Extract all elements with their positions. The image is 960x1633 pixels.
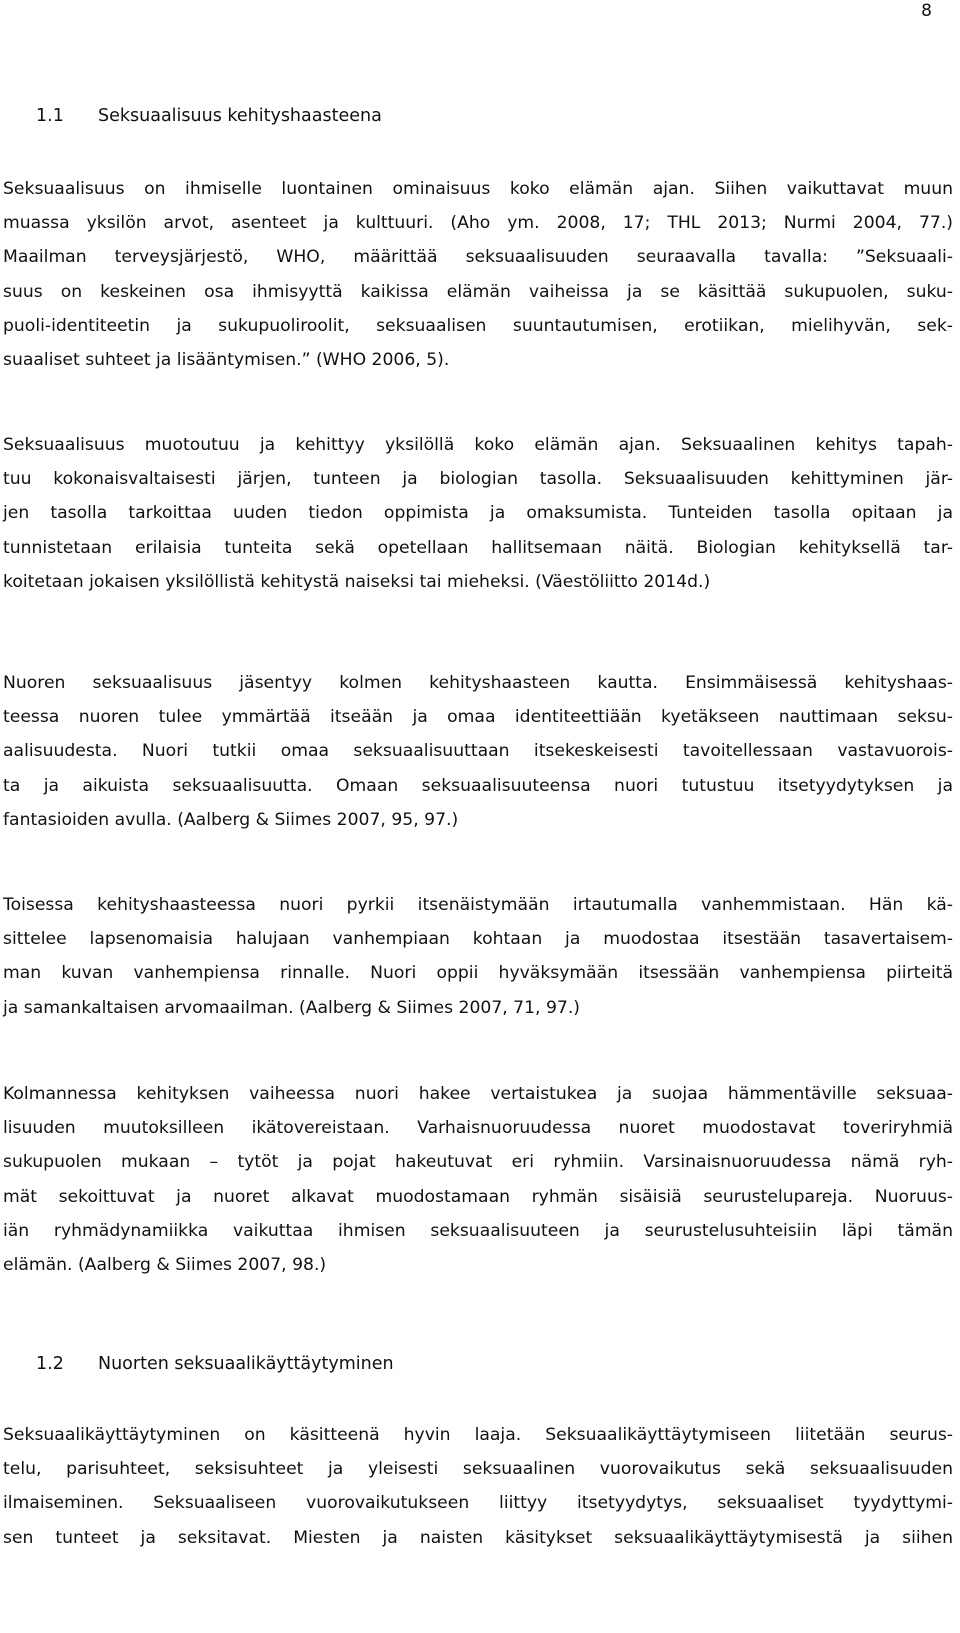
text-line: lisuuden muutoksilleen ikätovereistaan. Varhaisnuoruudessa nuoret muodostavat toveriryhmiä: [3, 1118, 953, 1139]
section-heading-1-1: [36, 104, 382, 128]
text-line: mät sekoittuvat ja nuoret alkavat muodostamaan ryhmän sisäisiä seurustelupareja. Nuoruus-: [3, 1186, 953, 1207]
section-number: 1.1: [36, 106, 64, 126]
text-line: suus on keskeinen osa ihmisyyttä kaikissa elämän vaiheissa ja se käsittää sukupuolen, suku-: [3, 281, 953, 302]
text-line: Seksuaalisuus on ihmiselle luontainen ominaisuus koko elämän ajan. Siihen vaikuttavat muun: [3, 179, 953, 199]
text-line: jen tasolla tarkoittaa uuden tiedon oppimista ja omaksumista. Tunteiden tasolla opitaan ja: [3, 503, 953, 524]
text-line: puoli-identiteetin ja sukupuoliroolit, seksuaalisen suuntautumisen, erotiikan, mielihyvän, sek-: [3, 315, 953, 336]
section-title: Nuorten seksuaalikäyttäytyminen: [98, 1354, 394, 1374]
text-line: ja samankaltaisen arvomaailman. (Aalberg & Siimes 2007, 71, 97.): [3, 997, 581, 1018]
text-line: tunnistetaan erilaisia tunteita sekä opetellaan hallitsemaan näitä. Biologian kehityksellä tar-: [3, 537, 953, 558]
page-number: 8: [921, 1, 932, 21]
text-line: Seksuaalikäyttäytyminen on käsitteenä hyvin laaja. Seksuaalikäyttäytymiseen liitetään seurus-: [3, 1425, 953, 1445]
paragraph: [3, 1418, 953, 1555]
paragraph: [3, 428, 953, 599]
section-title: Seksuaalisuus kehityshaasteena: [98, 106, 382, 126]
text-line: Kolmannessa kehityksen vaiheessa nuori hakee vertaistukea ja suojaa hämmentäville seksuaa-: [3, 1084, 953, 1104]
paragraph: [3, 172, 953, 377]
text-line: sittelee lapsenomaisia halujaan vanhempiaan kohtaan ja muodostaa itsestään tasavertaisem-: [3, 929, 953, 950]
text-line: elämän. (Aalberg & Siimes 2007, 98.): [3, 1255, 327, 1276]
text-line: man kuvan vanhempiensa rinnalle. Nuori oppii hyväksymään itsessään vanhempiensa piirteitä: [3, 963, 953, 984]
text-line: fantasioiden avulla. (Aalberg & Siimes 2007, 95, 97.): [3, 809, 459, 830]
text-line: aalisuudesta. Nuori tutkii omaa seksuaalisuuttaan itsekeskeisesti tavoitellessaan vastavuorois-: [3, 741, 953, 762]
text-line: Nuoren seksuaalisuus jäsentyy kolmen kehityshaasteen kautta. Ensimmäisessä kehityshaas-: [3, 673, 953, 693]
text-line: suaaliset suhteet ja lisääntymisen.” (WHO 2006, 5).: [3, 350, 450, 371]
text-line: sukupuolen mukaan – tytöt ja pojat hakeutuvat eri ryhmiin. Varsinaisnuoruudessa nämä ryh-: [3, 1152, 953, 1173]
text-line: tuu kokonaisvaltaisesti järjen, tunteen ja biologian tasolla. Seksuaalisuuden kehittyminen jär-: [3, 469, 953, 490]
paragraph: [3, 666, 953, 837]
text-line: Toisessa kehityshaasteessa nuori pyrkii itsenäistymään irtautumalla vanhemmistaan. Hän kä-: [3, 895, 953, 915]
paragraph: [3, 888, 953, 1025]
text-line: ilmaiseminen. Seksuaaliseen vuorovaikutukseen liittyy itsetyydytys, seksuaaliset tyydyttymi-: [3, 1493, 953, 1514]
text-line: Seksuaalisuus muotoutuu ja kehittyy yksilöllä koko elämän ajan. Seksuaalinen kehitys tapah-: [3, 435, 953, 455]
text-line: muassa yksilön arvot, asenteet ja kulttuuri. (Aho ym. 2008, 17; THL 2013; Nurmi 2004, 77.): [3, 213, 953, 234]
text-line: Maailman terveysjärjestö, WHO, määrittää seksuaalisuuden seuraavalla tavalla: ”Seksuaali-: [3, 247, 953, 268]
text-line: ta ja aikuista seksuaalisuutta. Omaan seksuaalisuuteensa nuori tutustuu itsetyydytyksen ja: [3, 775, 953, 796]
text-line: teessa nuoren tulee ymmärtää itseään ja omaa identiteettiään kyetäkseen nauttimaan seksu-: [3, 707, 953, 728]
text-line: iän ryhmädynamiikka vaikuttaa ihmisen seksuaalisuuteen ja seurustelusuhteisiin läpi tämän: [3, 1220, 953, 1241]
text-line: sen tunteet ja seksitavat. Miesten ja naisten käsitykset seksuaalikäyttäytymisestä ja siihen: [3, 1527, 953, 1548]
paragraph: [3, 1077, 953, 1282]
text-line: koitetaan jokaisen yksilöllistä kehitystä naiseksi tai mieheksi. (Väestöliitto 2014d.): [3, 571, 711, 592]
text-line: telu, parisuhteet, seksisuhteet ja yleisesti seksuaalinen vuorovaikutus sekä seksuaalisuuden: [3, 1459, 953, 1480]
section-heading-1-2: [36, 1352, 394, 1376]
section-number: 1.2: [36, 1354, 64, 1374]
